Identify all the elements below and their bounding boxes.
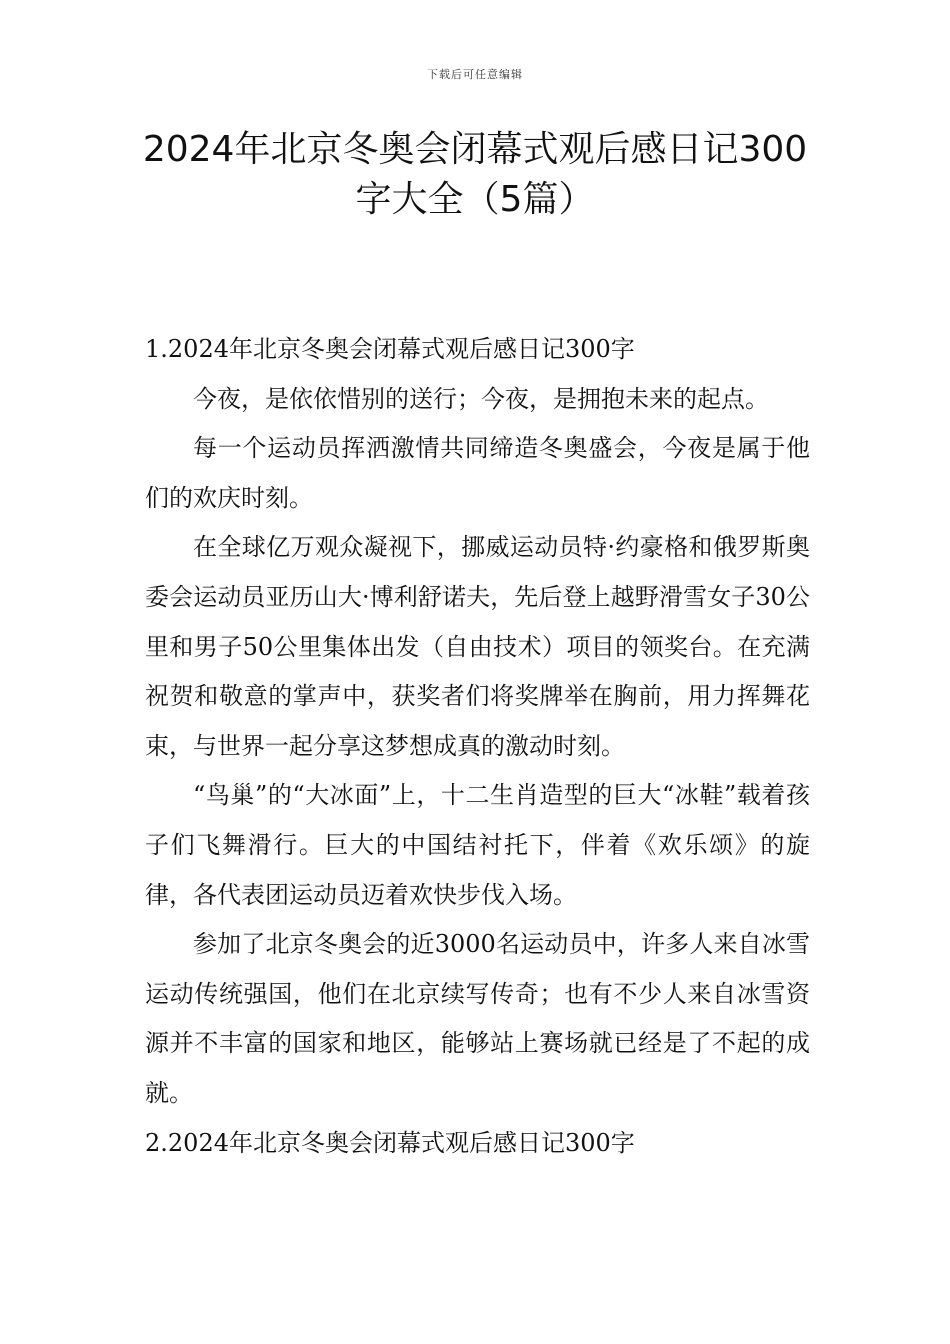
paragraph: 在全球亿万观众凝视下，挪威运动员特·约豪格和俄罗斯奥委会运动员亚历山大·博利舒诺夫，先后登上越野滑雪女子30公里和男子50公里集体出发（自由技术）项目的领奖台。在充满祝贺和敬意的掌声中，获奖者们将奖牌举在胸前，用力挥舞花束，与世界一起分享这梦想成真的激动时刻。 bbox=[145, 533, 810, 760]
download-editable-note: 下载后可任意编辑 bbox=[427, 68, 523, 81]
paragraph: 今夜，是依依惜别的送行；今夜，是拥抱未来的起点。 bbox=[193, 384, 769, 413]
paragraph: 每一个运动员挥洒激情共同缔造冬奥盛会，今夜是属于他们的欢庆时刻。 bbox=[145, 434, 810, 512]
title-line-2: 字大全（5篇） bbox=[355, 179, 595, 220]
paragraph: “鸟巢”的“大冰面”上，十二生肖造型的巨大“冰鞋”载着孩子们飞舞滑行。巨大的中国结衬托下，伴着《欢乐颂》的旋律，各代表团运动员迈着欢快步伐入场。 bbox=[145, 781, 810, 909]
section-2-heading: 2.2024年北京冬奥会闭幕式观后感日记300字 bbox=[145, 1128, 635, 1157]
title-line-1: 2024年北京冬奥会闭幕式观后感日记300 bbox=[142, 129, 808, 170]
section-1-heading: 1.2024年北京冬奥会闭幕式观后感日记300字 bbox=[145, 335, 635, 363]
document-title bbox=[100, 125, 850, 225]
paragraph: 参加了北京冬奥会的近3000名运动员中，许多人来自冰雪运动传统强国，他们在北京续写传奇；也有不少人来自冰雪资源并不丰富的国家和地区，能够站上赛场就已经是了不起的成就。 bbox=[145, 930, 810, 1107]
document-body bbox=[145, 325, 810, 1168]
